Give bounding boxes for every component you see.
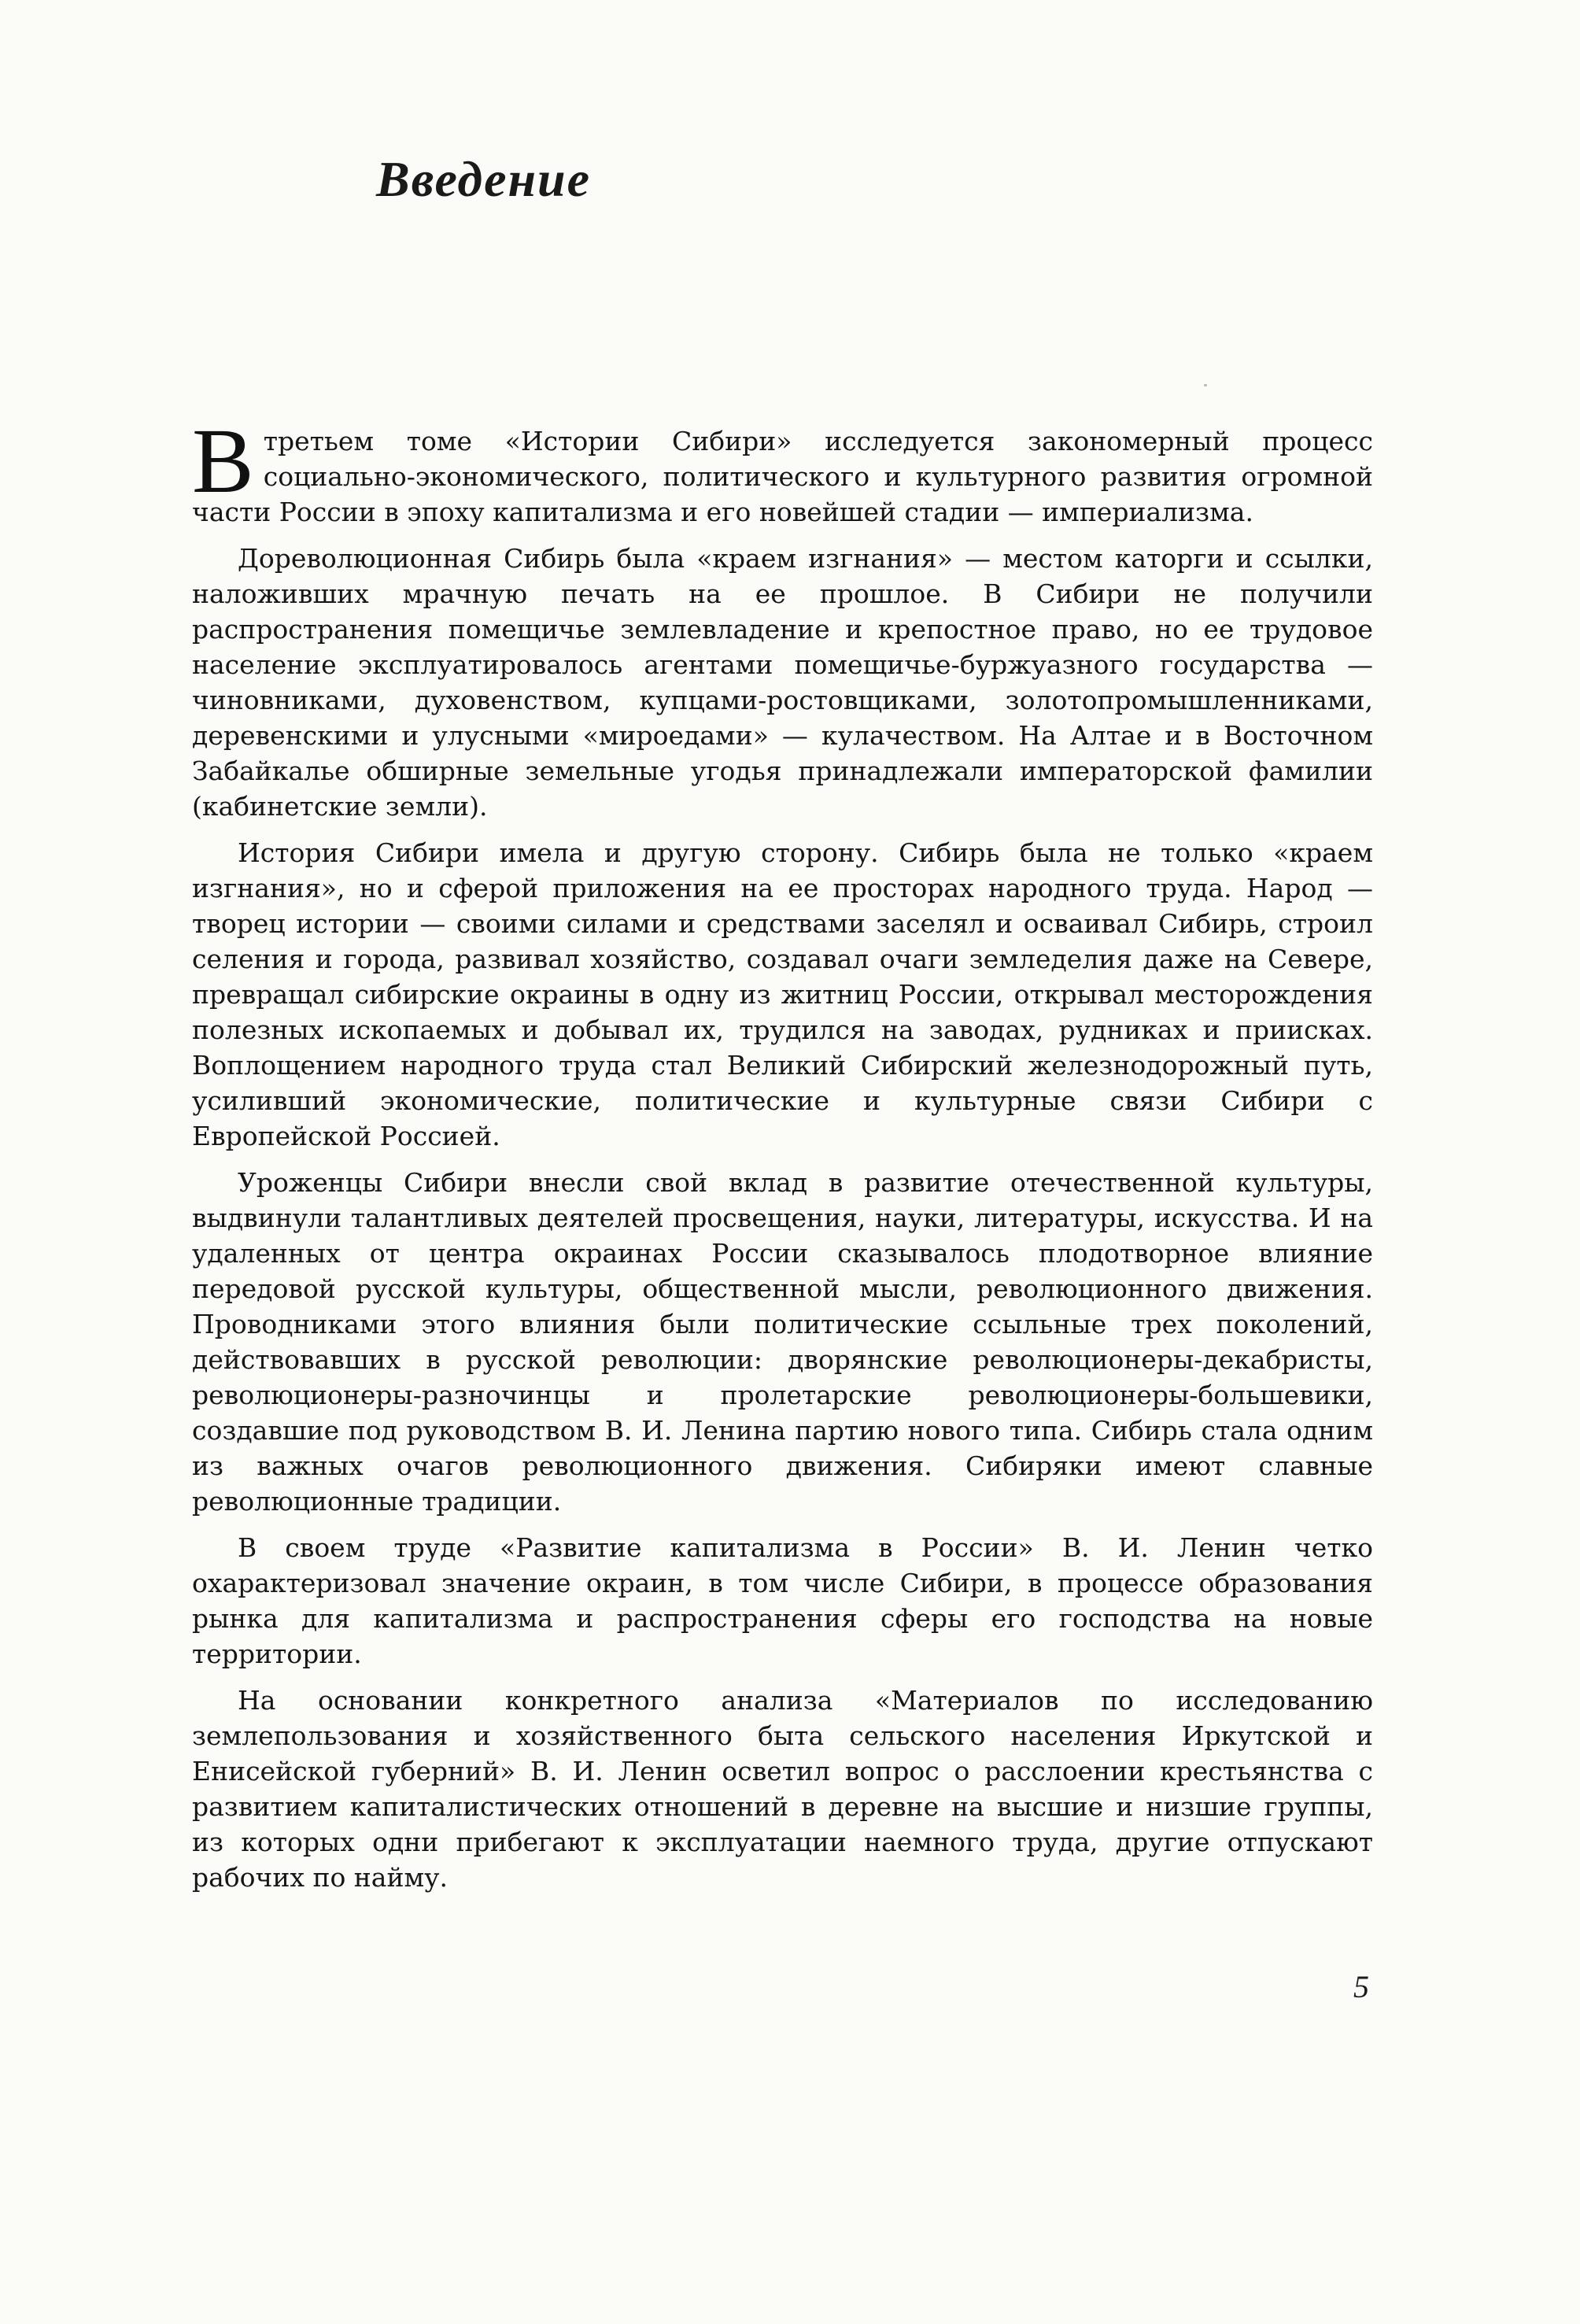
paragraph-3: История Сибири имела и другую сторону. Сибирь была не только «краем изгнания», но и сферой приложения на ее просторах народного труда. Народ — творец истории — своими силами и средствами заселял и осваивал Сибирь, строил селения и города, развивал хозяйство, создавал очаги земледелия даже на Севере, превращал сибирские окраины в одну из житниц России, открывал месторождения полезных ископаемых и добывал их, трудился на заводах, рудниках и приисках. Воплощением народного труда стал Великий Сибирский железнодорожный путь, усиливший экономические, политические и культурные связи Сибири с Европейской Россией. [192,837,1373,1151]
paragraph-1 [192,409,1373,530]
paragraph-4: Уроженцы Сибири внесли свой вклад в развитие отечественной культуры, выдвинули талантливых деятелей просвещения, науки, литературы, искусства. И на удаленных от центра окраинах России сказывалось плодотворное влияние передовой русской культуры, общественной мысли, революционного движения. Проводниками этого влияния были политические ссыльные трех поколений, действовавших в русской революции: дворянские революционеры-декабристы, революционеры-разночинцы и пролетарские революционеры-большевики, создавшие под руководством В. И. Ленина партию нового типа. Сибирь стала одним из важных очагов революционного движения. Сибиряки имеют славные революционные традиции. [192,1167,1373,1517]
paragraph-2: Дореволюционная Сибирь была «краем изгнания» — местом каторги и ссылки, наложивших мрачную печать на ее прошлое. В Сибири не получили распространения помещичье землевладение и крепостное право, но ее трудовое население эксплуатировалось агентами помещичье-буржуазного государства — чиновниками, духовенством, купцами-ростовщиками, золотопромышленниками, деревенскими и улусными «мироедами» — кулачеством. На Алтае и в Восточном Забайкалье обширные земельные угодья принадлежали императорской фамилии (кабинетские земли). [192,543,1373,822]
paragraph-6: На основании конкретного анализа «Материалов по исследованию землепользования и хозяйственного быта сельского населения Иркутской и Енисейской губерний» В. И. Ленин осветил вопрос о расслоении крестьянства с развитием капиталистических отношений в деревне на высшие и низшие группы, из которых одни прибегают к эксплуатации наемного труда, другие отпускают рабочих по найму. [192,1685,1373,1893]
drop-cap: В [192,409,254,512]
page-number: 5 [1353,1969,1369,2004]
body-text [192,409,1373,1906]
paper-speck [1204,384,1207,386]
chapter-title: Введение [376,151,591,207]
paragraph-1-text: третьем томе «Истории Сибири» исследуется закономерный процесс социально-экономического, политического и культурного развития огромной части России в эпоху капитализма и его новейшей стадии — империализма. [192,426,1373,527]
paragraph-5: В своем труде «Развитие капитализма в России» В. И. Ленин четко охарактеризовал значение окраин, в том числе Сибири, в процессе образования рынка для капитализма и распространения сферы его господства на новые территории. [192,1532,1373,1669]
